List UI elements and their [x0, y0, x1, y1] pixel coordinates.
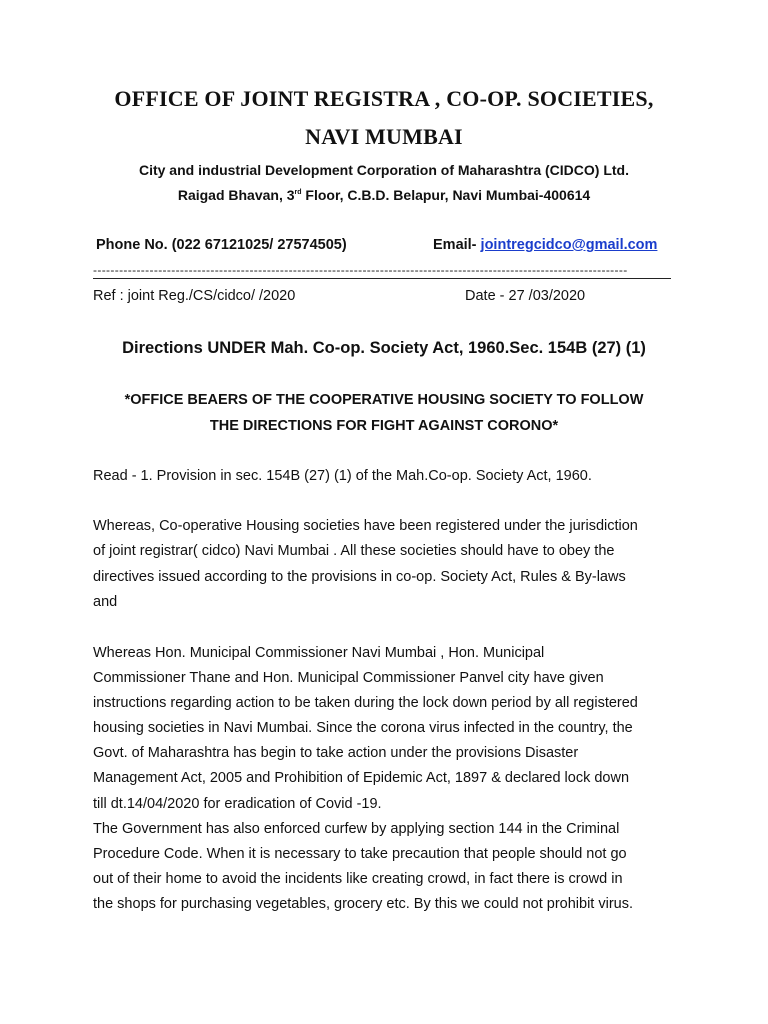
paragraph-line: The Government has also enforced curfew by applying section 144 in the Criminal — [93, 821, 620, 837]
paragraph-line: Procedure Code. When it is necessary to take precaution that people should not go — [93, 846, 627, 862]
address-part1: Raigad Bhavan, 3 — [177, 187, 295, 203]
read-reference: Read - 1. Provision in sec. 154B (27) (1) of the Mah.Co-op. Society Act, 1960. — [93, 468, 592, 484]
subject-line1: *OFFICE BEAERS OF THE COOPERATIVE HOUSING SOCIETY TO FOLLOW — [124, 392, 644, 408]
email-link[interactable]: jointregcidco@gmail.com — [480, 237, 658, 253]
paragraph-line: instructions regarding action to be taken during the lock down period by all registered — [93, 695, 638, 711]
paragraph-line: Management Act, 2005 and Prohibition of Epidemic Act, 1897 & declared lock down — [93, 770, 630, 786]
organization-name: City and industrial Development Corporation of Maharashtra (CIDCO) Ltd. — [138, 162, 630, 178]
paragraph-line: till dt.14/04/2020 for eradication of Covid -19. — [93, 796, 382, 812]
paragraph-line: and — [93, 594, 118, 610]
address-part2: Floor, C.B.D. Belapur, Navi Mumbai-400614 — [301, 187, 591, 203]
directions-heading: Directions UNDER Mah. Co-op. Society Act, 1960.Sec. 154B (27) (1) — [122, 339, 646, 357]
dashed-separator: --------------------------------------------------------------------------------------------------------------------------- — [93, 263, 628, 277]
office-title-line1: OFFICE OF JOINT REGISTRA , CO-OP. SOCIETIES, — [114, 86, 654, 111]
paragraph-line: of joint registrar( cidco) Navi Mumbai . All these societies should have to obey the — [93, 543, 615, 559]
email-label: Email- — [433, 237, 481, 253]
office-address — [0, 187, 768, 203]
paragraph-line: directives issued according to the provisions in co-op. Society Act, Rules & By-laws — [93, 569, 626, 585]
paragraph-line: housing societies in Navi Mumbai. Since the corona virus infected in the country, the — [93, 720, 633, 736]
paragraph-line: out of their home to avoid the incidents like creating crowd, in fact there is crowd in — [93, 871, 623, 887]
address-superscript: rd — [294, 189, 302, 196]
paragraph-line: Commissioner Thane and Hon. Municipal Commissioner Panvel city have given — [93, 670, 604, 686]
phone-number: Phone No. (022 67121025/ 27574505) — [96, 237, 347, 253]
horizontal-rule — [93, 278, 671, 279]
paragraph-line: Whereas, Co-operative Housing societies have been registered under the jurisdiction — [93, 518, 638, 534]
paragraph-line: the shops for purchasing vegetables, grocery etc. By this we could not prohibit virus. — [93, 896, 634, 912]
document-date: Date - 27 /03/2020 — [465, 288, 586, 304]
reference-number: Ref : joint Reg./CS/cidco/ /2020 — [93, 288, 296, 304]
office-title-line2: NAVI MUMBAI — [305, 124, 463, 149]
email-line — [433, 237, 657, 253]
paragraph-line: Whereas Hon. Municipal Commissioner Navi Mumbai , Hon. Municipal — [93, 645, 545, 661]
subject-line2: THE DIRECTIONS FOR FIGHT AGAINST CORONO* — [209, 418, 559, 434]
paragraph-line: Govt. of Maharashtra has begin to take action under the provisions Disaster — [93, 745, 579, 761]
